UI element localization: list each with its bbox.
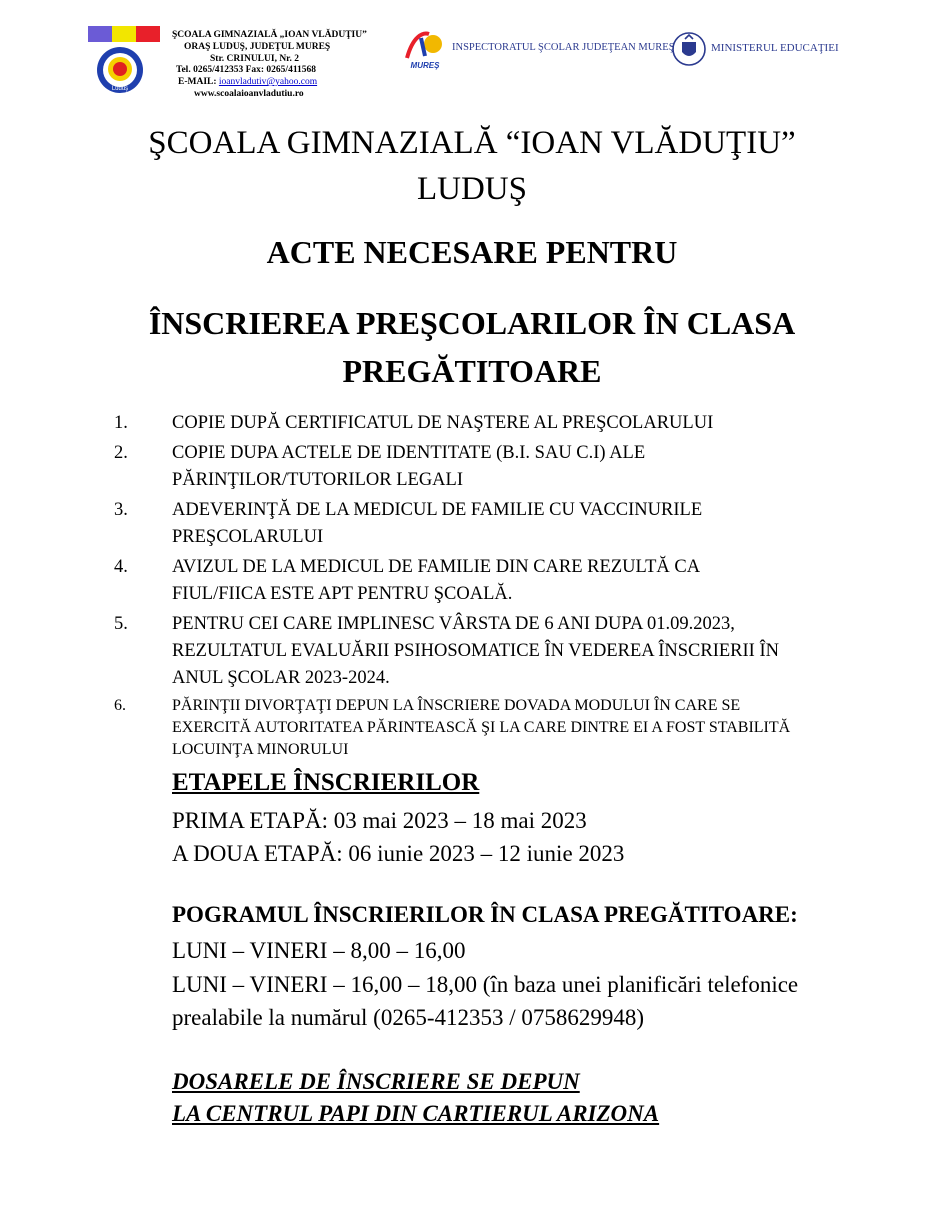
school-title-city: LUDUŞ	[416, 171, 527, 207]
list-item-text: AVIZUL DE LA MEDICUL DE FAMILIE DIN CARE REZULTĂ CA	[172, 557, 701, 577]
heading-acte: ACTE NECESARE PENTRU	[266, 234, 678, 270]
list-item-text: ADEVERINŢĂ DE LA MEDICUL DE FAMILIE CU VACCINURILE	[172, 500, 703, 520]
dosare-line-1: DOSARELE DE ÎNSCRIERE SE DEPUN	[172, 1069, 580, 1094]
school-title	[0, 120, 944, 212]
school-title-name: ŞCOALA GIMNAZIALĂ “IOAN VLĂDUŢIU”	[148, 125, 796, 161]
list-item-text: PĂRINŢILOR/TUTORILOR LEGALI	[172, 470, 464, 490]
school-phone: Tel. 0265/412353 Fax: 0265/411568	[176, 65, 317, 76]
school-logo-icon	[96, 46, 144, 94]
list-item	[112, 695, 912, 761]
requirements-list	[112, 410, 912, 764]
list-item	[112, 497, 912, 551]
program-line-2: LUNI – VINERI – 16,00 – 18,00 (în baza unei planificări telefonice	[172, 971, 799, 997]
list-item-text: PĂRINŢII DIVORŢAŢI DEPUN LA ÎNSCRIERE DOVADA MODULUI ÎN CARE SE	[172, 697, 741, 714]
list-item	[112, 611, 912, 692]
list-item	[112, 440, 912, 494]
list-item-text: PENTRU CEI CARE IMPLINESC VÂRSTA DE 6 ANI DUPA 01.09.2023,	[172, 614, 735, 634]
isj-logo-text: MUREŞ	[410, 61, 440, 70]
school-website[interactable]: www.scoalaioanvladutiu.ro	[194, 88, 304, 99]
list-item	[112, 554, 912, 608]
dosare-line-2: LA CENTRUL PAPI DIN CARTIERUL ARIZONA	[172, 1101, 660, 1126]
list-item-number: 2.	[114, 443, 128, 463]
ministry-name: MINISTERUL EDUCAŢIEI	[711, 42, 839, 54]
list-item-text: PREŞCOLARULUI	[172, 527, 324, 547]
heading-inscriere-line1: ÎNSCRIEREA PREŞCOLARILOR ÎN CLASA	[148, 305, 796, 341]
dosare-notice	[172, 1066, 912, 1130]
school-contact-block	[170, 30, 410, 101]
program-line-3: prealabile la numărul (0265-412353 / 0758629948)	[172, 1005, 645, 1030]
email-link[interactable]: ioanvladutiv@yahoo.com	[218, 77, 318, 88]
school-name-small: ŞCOALA GIMNAZIALĂ „IOAN VLĂDUŢIU”	[172, 30, 367, 40]
stage-first: PRIMA ETAPĂ: 03 mai 2023 – 18 mai 2023	[172, 808, 587, 833]
isj-logo-icon	[403, 28, 449, 70]
school-city: ORAŞ LUDUŞ, JUDEŢUL MUREŞ	[184, 41, 331, 52]
list-item-text: ANUL ŞCOLAR 2023-2024.	[172, 668, 390, 688]
list-item-text: COPIE DUPĂ CERTIFICATUL DE NAŞTERE AL PREŞCOLARULUI	[172, 413, 714, 433]
heading-inscriere	[0, 299, 944, 395]
heading-inscriere-line2: PREGĂTITOARE	[342, 353, 602, 389]
list-item-number: 5.	[114, 614, 128, 634]
school-email-row	[170, 77, 410, 89]
stages-title: ETAPELE ÎNSCRIERILOR	[172, 769, 480, 796]
list-item-text: EXERCITĂ AUTORITATEA PĂRINTEASCĂ ŞI LA CARE DINTRE EI A FOST STABILITĂ	[172, 719, 791, 736]
list-item-text: LOCUINŢA MINORULUI	[172, 741, 349, 758]
list-item-number: 4.	[114, 557, 128, 577]
school-street: Str. CRINULUI, Nr. 2	[210, 53, 300, 64]
list-item-number: 1.	[114, 413, 128, 433]
list-item	[112, 410, 912, 437]
list-item-text: REZULTATUL EVALUĂRII PSIHOSOMATICE ÎN VEDEREA ÎNSCRIERII ÎN	[172, 641, 779, 661]
list-item-number: 3.	[114, 500, 128, 520]
ministry-crest-icon	[672, 30, 706, 68]
program-line-1: LUNI – VINERI – 8,00 – 16,00	[172, 938, 466, 963]
program-title: POGRAMUL ÎNSCRIERILOR ÎN CLASA PREGĂTITOARE:	[172, 902, 798, 927]
list-item-text: COPIE DUPA ACTELE DE IDENTITATE (B.I. SAU C.I) ALE	[172, 443, 646, 463]
list-item-text: FIUL/FIICA ESTE APT PENTRU ŞCOALĂ.	[172, 584, 513, 604]
romanian-flag	[88, 26, 160, 42]
isj-name: INSPECTORATUL ŞCOLAR JUDEŢEAN MUREŞ	[452, 42, 675, 53]
program-block	[172, 934, 912, 1035]
logo-text: Luduş	[111, 86, 129, 92]
email-label: E-MAIL:	[178, 77, 217, 88]
list-item-number: 6.	[114, 697, 126, 714]
stages-block	[172, 804, 912, 870]
stage-second: A DOUA ETAPĂ: 06 iunie 2023 – 12 iunie 2023	[172, 841, 625, 866]
